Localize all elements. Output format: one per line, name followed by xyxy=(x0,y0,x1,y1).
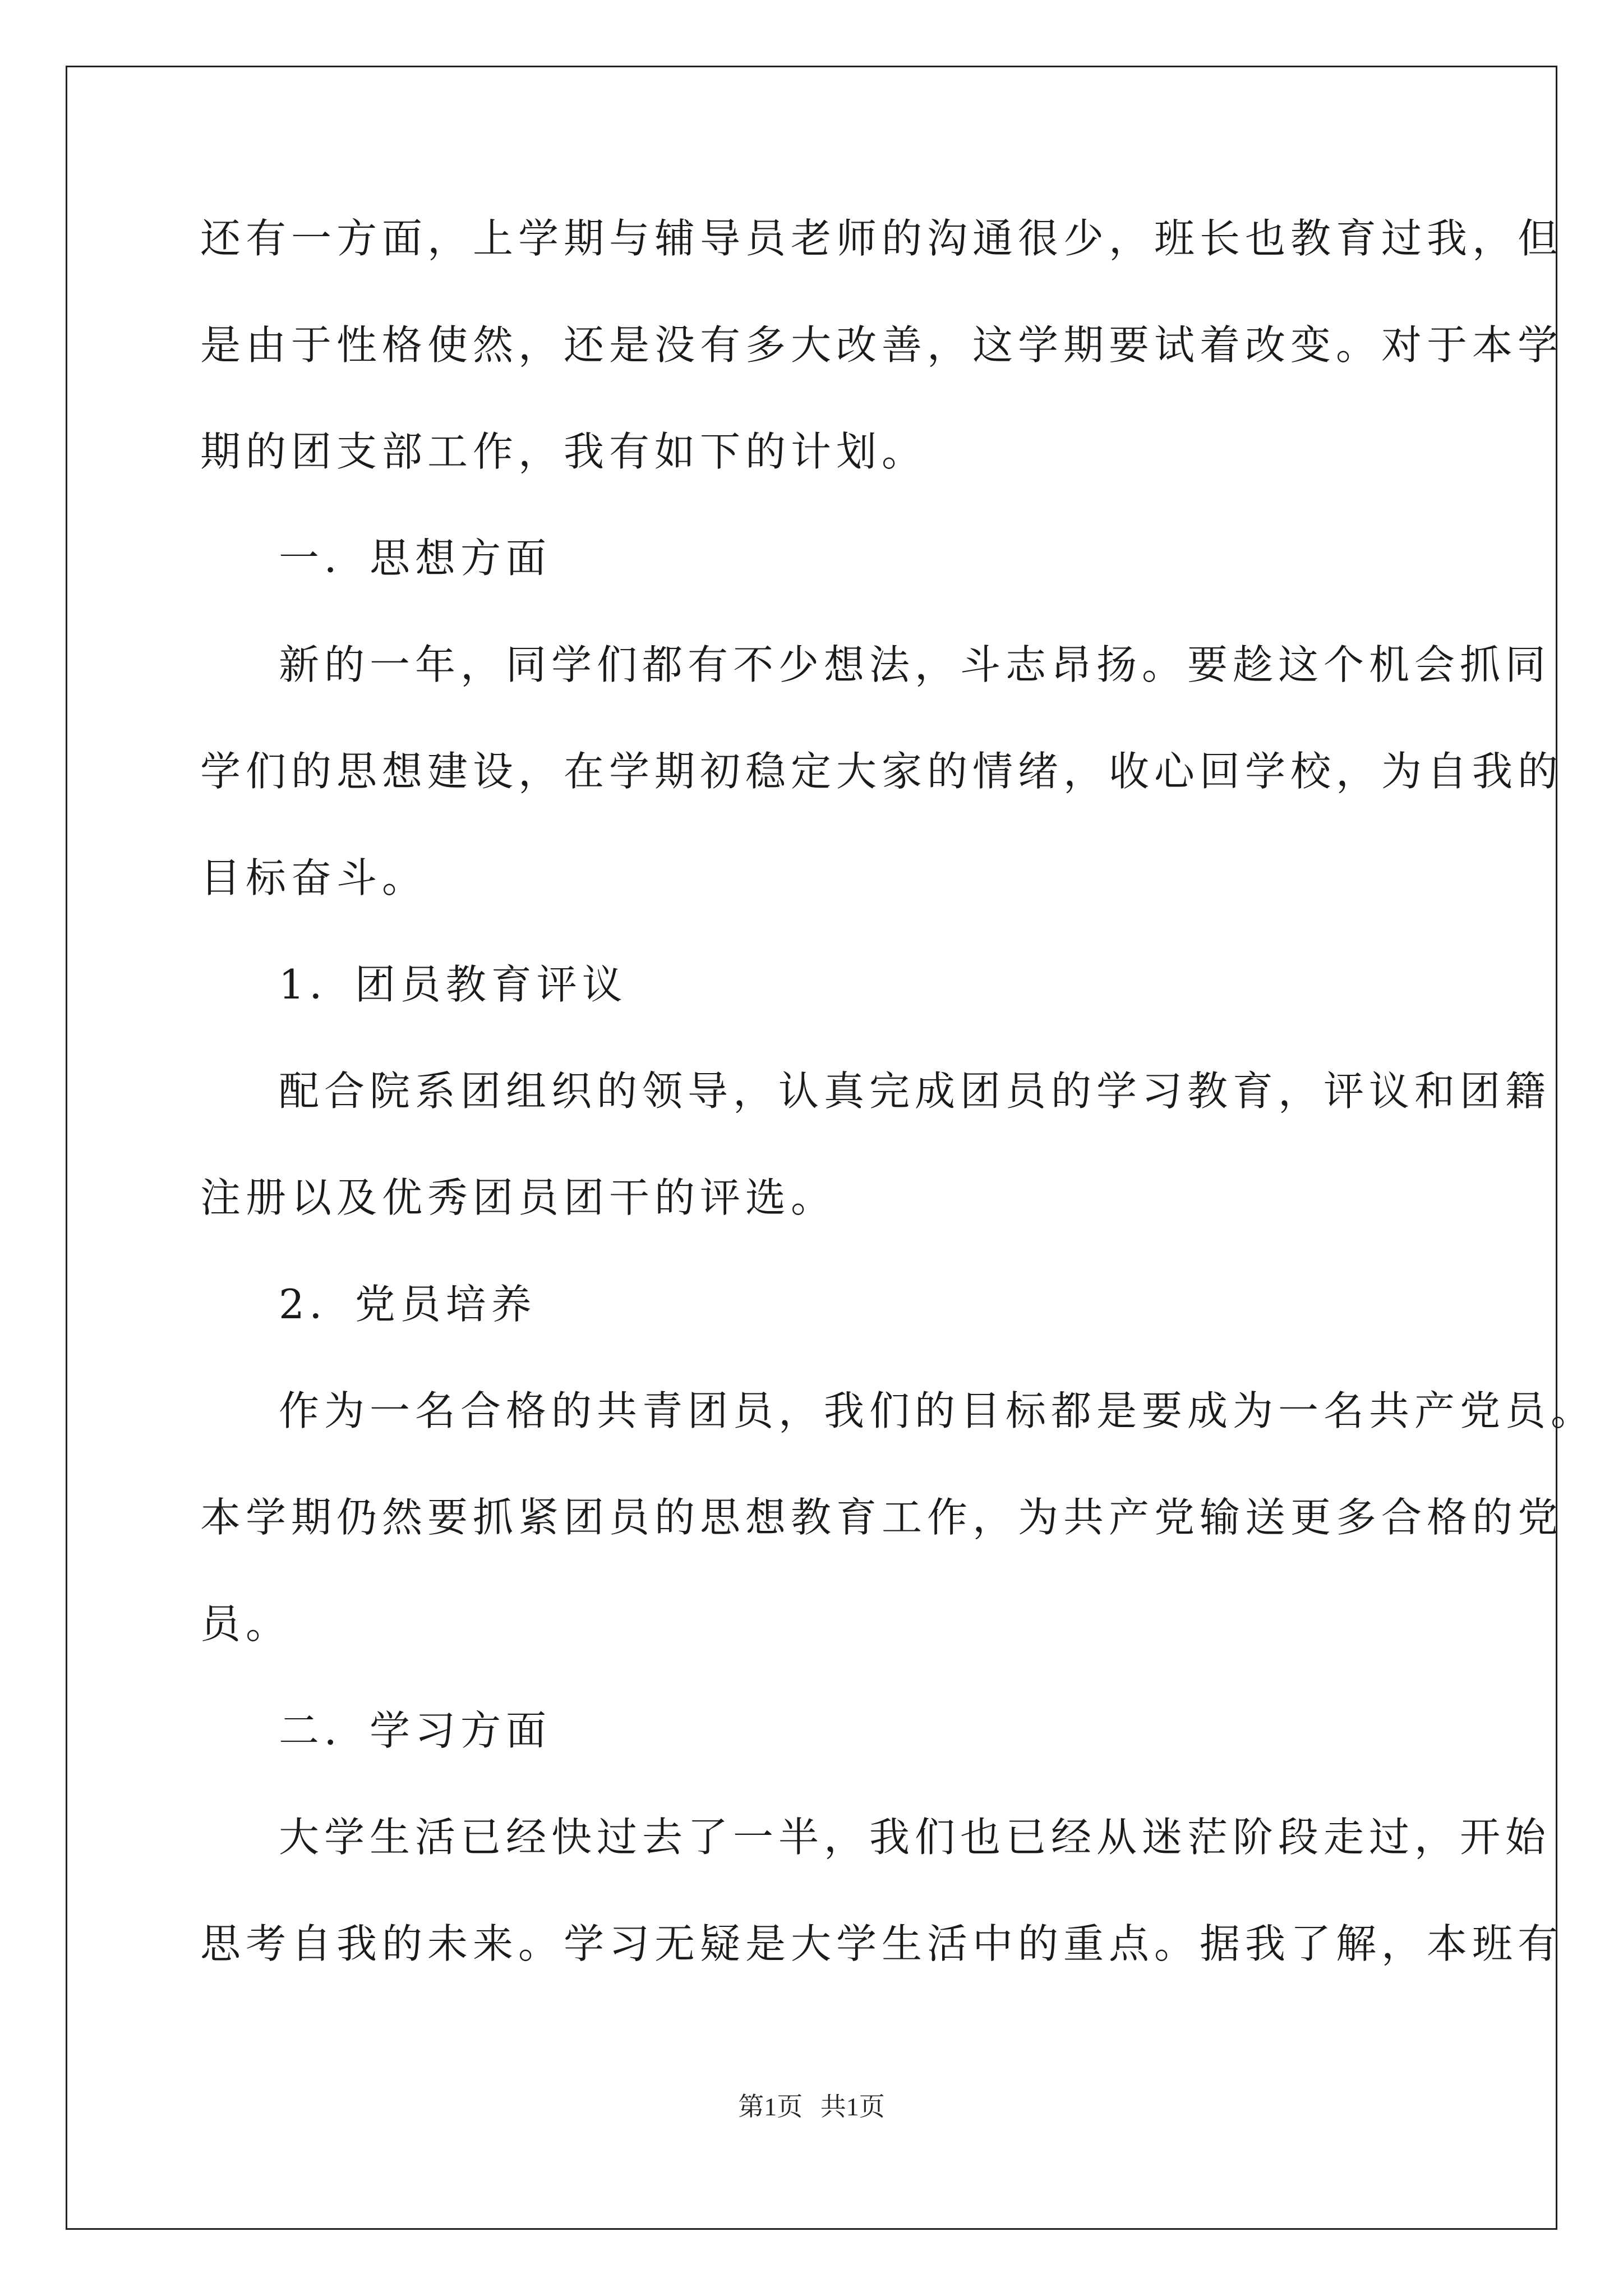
text-line: 新的一年，同学们都有不少想法，斗志昂扬。要趁这个机会抓同 xyxy=(279,641,1551,688)
page-frame xyxy=(66,66,1557,2230)
text-line: 本学期仍然要抓紧团员的思想教育工作，为共产党输送更多合格的党 xyxy=(200,1494,1564,1541)
text-line: 是由于性格使然，还是没有多大改善，这学期要试着改变。对于本学 xyxy=(200,321,1564,369)
text-line: 大学生活已经快过去了一半，我们也已经从迷茫阶段走过，开始 xyxy=(279,1814,1551,1861)
text-line: 期的团支部工作，我有如下的计划。 xyxy=(200,428,928,475)
text-line: 员。 xyxy=(200,1600,292,1648)
section-heading: 二．学习方面 xyxy=(279,1707,552,1754)
text-line: 学们的思想建设，在学期初稳定大家的情绪，收心回学校，为自我的 xyxy=(200,748,1564,795)
page-number: 第1页 xyxy=(738,2092,803,2121)
text-line: 配合院系团组织的领导，认真完成团员的学习教育，评议和团籍 xyxy=(279,1068,1551,1115)
text-line: 还有一方面，上学期与辅导员老师的沟通很少，班长也教育过我，但 xyxy=(200,215,1564,262)
section-heading: 一．思想方面 xyxy=(279,535,552,582)
subsection-heading: 1．团员教育评议 xyxy=(279,961,628,1008)
subsection-heading: 2．党员培养 xyxy=(279,1281,537,1328)
text-line: 注册以及优秀团员团干的评选。 xyxy=(200,1174,837,1221)
text-line: 目标奋斗。 xyxy=(200,854,428,901)
text-line: 作为一名合格的共青团员，我们的目标都是要成为一名共产党员。 xyxy=(279,1387,1597,1434)
page-footer xyxy=(0,2090,1623,2124)
text-line: 思考自我的未来。学习无疑是大学生活中的重点。据我了解，本班有 xyxy=(200,1920,1564,1967)
page-total: 共1页 xyxy=(820,2092,885,2121)
